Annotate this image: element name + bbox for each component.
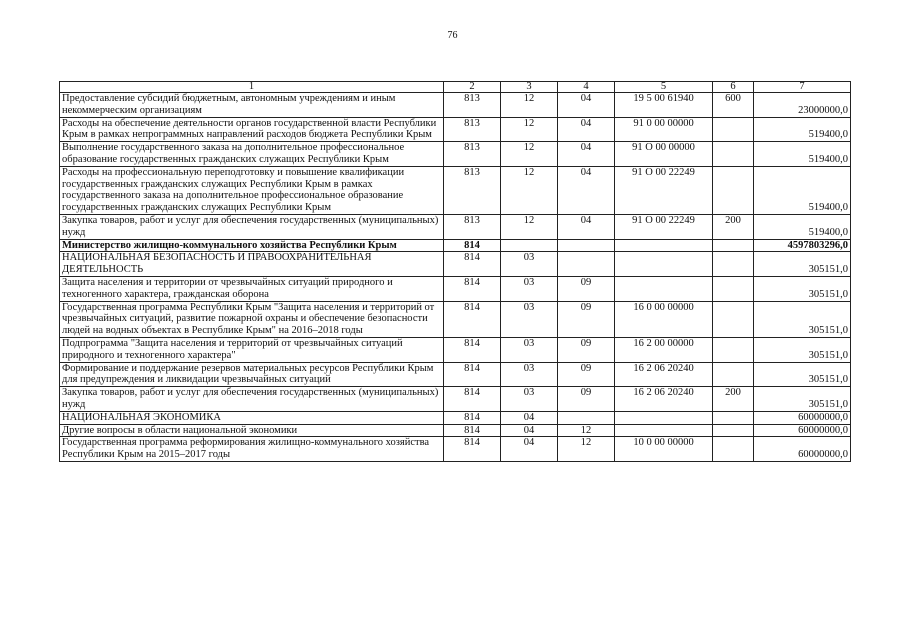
code-subsection-cell: 04 <box>558 93 615 118</box>
code-expense-type-cell: 200 <box>713 214 754 239</box>
code-subsection-cell: 09 <box>558 362 615 387</box>
code-target-cell <box>615 276 713 301</box>
code-target-cell <box>615 252 713 277</box>
table-row <box>60 424 851 437</box>
code-target-cell <box>615 239 713 252</box>
row-name-cell: НАЦИОНАЛЬНАЯ БЕЗОПАСНОСТЬ И ПРАВООХРАНИТЕЛЬНАЯ ДЕЯТЕЛЬНОСТЬ <box>60 252 444 277</box>
table-row <box>60 117 851 142</box>
row-name-cell: Закупка товаров, работ и услуг для обеспечения государственных (муниципальных) нужд <box>60 387 444 412</box>
code-subsection-cell <box>558 252 615 277</box>
table-row <box>60 214 851 239</box>
code-expense-type-cell <box>713 437 754 462</box>
amount-cell: 60000000,0 <box>754 411 851 424</box>
table-row <box>60 93 851 118</box>
code-ved-cell: 814 <box>444 411 501 424</box>
amount-cell: 60000000,0 <box>754 424 851 437</box>
code-target-cell: 16 2 06 20240 <box>615 387 713 412</box>
code-expense-type-cell <box>713 337 754 362</box>
code-target-cell: 16 2 00 00000 <box>615 337 713 362</box>
code-section-cell: 04 <box>501 437 558 462</box>
table-row <box>60 301 851 337</box>
table-row <box>60 252 851 277</box>
code-expense-type-cell <box>713 142 754 167</box>
code-subsection-cell: 04 <box>558 117 615 142</box>
code-section-cell: 03 <box>501 301 558 337</box>
amount-cell: 519400,0 <box>754 166 851 214</box>
code-expense-type-cell <box>713 411 754 424</box>
code-ved-cell: 814 <box>444 437 501 462</box>
code-ved-cell: 814 <box>444 362 501 387</box>
code-expense-type-cell: 600 <box>713 93 754 118</box>
row-name-cell: Предоставление субсидий бюджетным, автономным учреждениям и иным некоммерческим организациям <box>60 93 444 118</box>
code-target-cell: 16 0 00 00000 <box>615 301 713 337</box>
row-name-cell: Государственная программа реформирования жилищно-коммунального хозяйства Республики Крым на 2015–2017 годы <box>60 437 444 462</box>
code-ved-cell: 814 <box>444 301 501 337</box>
code-section-cell: 04 <box>501 424 558 437</box>
code-ved-cell: 814 <box>444 337 501 362</box>
code-target-cell: 91 О 00 00000 <box>615 142 713 167</box>
code-ved-cell: 813 <box>444 142 501 167</box>
code-section-cell: 03 <box>501 276 558 301</box>
code-subsection-cell: 09 <box>558 387 615 412</box>
header-cell: 6 <box>713 82 754 93</box>
code-expense-type-cell <box>713 362 754 387</box>
row-name-cell: Формирование и поддержание резервов материальных ресурсов Республики Крым для предупреждения и ликвидации чрезвычайных ситуаций <box>60 362 444 387</box>
code-expense-type-cell <box>713 239 754 252</box>
code-expense-type-cell <box>713 276 754 301</box>
row-name-cell: Закупка товаров, работ и услуг для обеспечения государственных (муниципальных) нужд <box>60 214 444 239</box>
code-target-cell: 19 5 00 61940 <box>615 93 713 118</box>
table-row <box>60 337 851 362</box>
code-subsection-cell: 04 <box>558 166 615 214</box>
header-cell: 4 <box>558 82 615 93</box>
code-ved-cell: 813 <box>444 166 501 214</box>
code-target-cell: 16 2 06 20240 <box>615 362 713 387</box>
row-name-cell: НАЦИОНАЛЬНАЯ ЭКОНОМИКА <box>60 411 444 424</box>
code-section-cell: 04 <box>501 411 558 424</box>
code-subsection-cell: 09 <box>558 337 615 362</box>
page-number: 76 <box>447 30 458 41</box>
table-header-row <box>60 82 851 93</box>
header-cell: 2 <box>444 82 501 93</box>
code-expense-type-cell <box>713 117 754 142</box>
code-ved-cell: 813 <box>444 117 501 142</box>
table-row <box>60 142 851 167</box>
amount-cell: 519400,0 <box>754 117 851 142</box>
amount-cell: 519400,0 <box>754 214 851 239</box>
code-target-cell: 91 0 00 00000 <box>615 117 713 142</box>
code-ved-cell: 814 <box>444 252 501 277</box>
table-body <box>60 82 851 462</box>
header-cell: 7 <box>754 82 851 93</box>
amount-cell: 4597803296,0 <box>754 239 851 252</box>
code-ved-cell: 814 <box>444 276 501 301</box>
code-target-cell <box>615 424 713 437</box>
table-row <box>60 437 851 462</box>
amount-cell: 305151,0 <box>754 387 851 412</box>
amount-cell: 305151,0 <box>754 276 851 301</box>
code-subsection-cell: 09 <box>558 301 615 337</box>
code-target-cell: 10 0 00 00000 <box>615 437 713 462</box>
code-target-cell <box>615 411 713 424</box>
amount-cell: 23000000,0 <box>754 93 851 118</box>
budget-table <box>59 81 851 462</box>
row-name-cell: Защита населения и территории от чрезвычайных ситуаций природного и техногенного характера, гражданская оборона <box>60 276 444 301</box>
table-row <box>60 166 851 214</box>
row-name-cell: Министерство жилищно-коммунального хозяйства Республики Крым <box>60 239 444 252</box>
code-section-cell: 03 <box>501 337 558 362</box>
amount-cell: 519400,0 <box>754 142 851 167</box>
amount-cell: 305151,0 <box>754 337 851 362</box>
code-subsection-cell <box>558 239 615 252</box>
table-row <box>60 239 851 252</box>
amount-cell: 305151,0 <box>754 301 851 337</box>
code-expense-type-cell <box>713 424 754 437</box>
row-name-cell: Выполнение государственного заказа на дополнительное профессиональное образование государственных гражданских служащих Республики Крым <box>60 142 444 167</box>
code-ved-cell: 814 <box>444 424 501 437</box>
code-section-cell <box>501 239 558 252</box>
table-row <box>60 362 851 387</box>
code-subsection-cell <box>558 411 615 424</box>
code-subsection-cell: 09 <box>558 276 615 301</box>
code-subsection-cell: 12 <box>558 437 615 462</box>
amount-cell: 60000000,0 <box>754 437 851 462</box>
code-section-cell: 12 <box>501 214 558 239</box>
code-target-cell: 91 О 00 22249 <box>615 214 713 239</box>
row-name-cell: Подпрограмма "Защита населения и территорий от чрезвычайных ситуаций природного и техногенного характера" <box>60 337 444 362</box>
amount-cell: 305151,0 <box>754 362 851 387</box>
row-name-cell: Расходы на профессиональную переподготовку и повышение квалификации государственных гражданских служащих Республики Крым в рамках государственного заказа на дополнительное профессиональное образование государственных гражданских служащих Республики Крым <box>60 166 444 214</box>
table-row <box>60 276 851 301</box>
code-ved-cell: 814 <box>444 387 501 412</box>
code-expense-type-cell <box>713 252 754 277</box>
code-subsection-cell: 12 <box>558 424 615 437</box>
code-section-cell: 12 <box>501 117 558 142</box>
table-row <box>60 411 851 424</box>
row-name-cell: Расходы на обеспечение деятельности органов государственной власти Республики Крым в рамках непрограммных направлений расходов бюджета Республики Крым <box>60 117 444 142</box>
row-name-cell: Государственная программа Республики Крым "Защита населения и территорий от чрезвычайных ситуаций, развитие пожарной охраны и обеспечение безопасности людей на водных объектах в Республике Крым" на 2016–2018 годы <box>60 301 444 337</box>
code-expense-type-cell <box>713 166 754 214</box>
code-expense-type-cell: 200 <box>713 387 754 412</box>
code-ved-cell: 814 <box>444 239 501 252</box>
code-target-cell: 91 О 00 22249 <box>615 166 713 214</box>
code-section-cell: 12 <box>501 93 558 118</box>
amount-cell: 305151,0 <box>754 252 851 277</box>
code-ved-cell: 813 <box>444 214 501 239</box>
code-section-cell: 03 <box>501 252 558 277</box>
code-subsection-cell: 04 <box>558 214 615 239</box>
header-cell: 5 <box>615 82 713 93</box>
code-section-cell: 03 <box>501 362 558 387</box>
header-cell: 1 <box>60 82 444 93</box>
table-row <box>60 387 851 412</box>
code-expense-type-cell <box>713 301 754 337</box>
code-ved-cell: 813 <box>444 93 501 118</box>
code-section-cell: 12 <box>501 142 558 167</box>
code-section-cell: 03 <box>501 387 558 412</box>
row-name-cell: Другие вопросы в области национальной экономики <box>60 424 444 437</box>
code-section-cell: 12 <box>501 166 558 214</box>
header-cell: 3 <box>501 82 558 93</box>
code-subsection-cell: 04 <box>558 142 615 167</box>
